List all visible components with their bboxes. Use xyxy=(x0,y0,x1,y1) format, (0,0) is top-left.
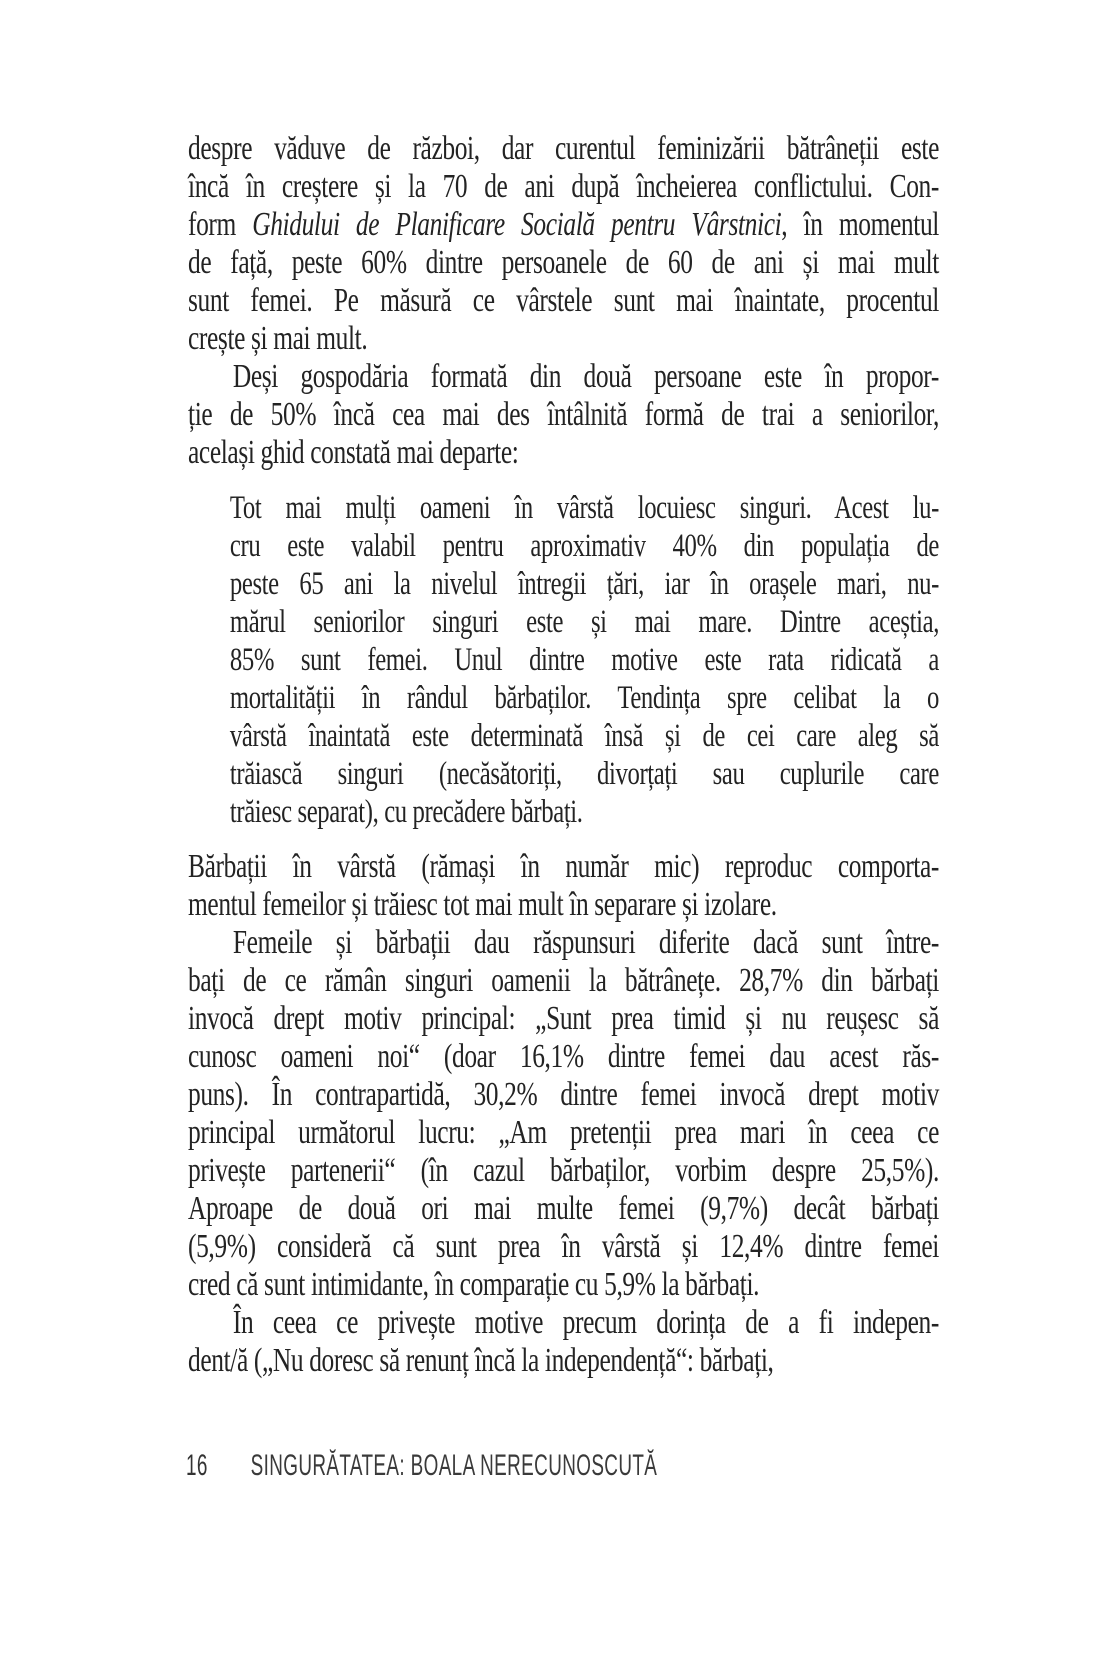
text-segment: (5,9%) consideră că sunt prea în vârstă și 12,4% dintre femei xyxy=(188,1228,939,1265)
text-segment: crește și mai mult. xyxy=(188,320,368,357)
text-segment: sunt femei. Pe măsură ce vârstele sunt mai înaintate, procentul xyxy=(188,282,939,319)
text-line xyxy=(188,434,939,472)
text-segment: despre văduve de război, dar curentul feminizării bătrâneții este xyxy=(188,130,939,167)
paragraph xyxy=(188,1304,939,1380)
text-line xyxy=(188,962,939,1000)
text-segment: , în momentul xyxy=(781,206,940,243)
text-line xyxy=(188,1038,939,1076)
text-segment: mărul seniorilor singuri este și mai mare. Dintre aceștia, xyxy=(229,604,939,640)
text-segment: puns). În contrapartidă, 30,2% dintre femei invocă drept motiv xyxy=(188,1076,939,1113)
italic-book-title: Ghidului de Planificare Socială pentru Vârstnici xyxy=(252,206,782,243)
text-segment: același ghid constată mai departe: xyxy=(188,434,519,471)
paragraph xyxy=(188,358,939,472)
text-line xyxy=(188,168,939,206)
text-segment: peste 65 ani la nivelul întregii țări, iar în orașele mari, nu- xyxy=(229,566,939,602)
text-line xyxy=(188,1076,939,1114)
text-line xyxy=(188,358,939,396)
text-segment: trăiesc separat), cu precădere bărbați. xyxy=(229,794,583,830)
text-line xyxy=(188,1266,939,1304)
text-segment: invocă drept motiv principal: „Sunt prea timid și nu reușesc să xyxy=(188,1000,939,1037)
text-segment: mentul femeilor și trăiesc tot mai mult în separare și izolare. xyxy=(188,886,777,923)
text-line xyxy=(188,1342,939,1380)
text-line xyxy=(230,679,939,717)
text-segment: form xyxy=(188,206,253,243)
text-line xyxy=(188,130,939,168)
text-line xyxy=(188,886,939,924)
text-line xyxy=(230,603,939,641)
text-line xyxy=(188,1000,939,1038)
text-line xyxy=(188,1228,939,1266)
text-segment: În ceea ce privește motive precum dorința de a fi indepen- xyxy=(232,1304,939,1341)
paragraph xyxy=(188,924,939,1304)
text-segment: ție de 50% încă cea mai des întâlnită formă de trai a seniorilor, xyxy=(188,396,939,433)
text-segment: de față, peste 60% dintre persoanele de 60 de ani și mai mult xyxy=(188,244,939,281)
text-line xyxy=(188,320,939,358)
text-line xyxy=(230,565,939,603)
text-line xyxy=(188,848,939,886)
page-number: 16 xyxy=(186,1449,208,1482)
text-line xyxy=(188,206,939,244)
text-segment: trăiască singuri (necăsătoriți, divorțați sau cuplurile care xyxy=(229,756,939,792)
text-segment: privește partenerii“ (în cazul bărbaților, vorbim despre 25,5%). xyxy=(188,1152,939,1189)
text-segment: mortalității în rândul bărbaților. Tendința spre celibat la o xyxy=(229,680,939,716)
running-title: SINGURĂTATEA: BOALA NERECUNOSCUTĂ xyxy=(250,1449,658,1482)
text-line xyxy=(230,793,939,831)
text-segment: vârstă înaintată este determinată însă și de cei care aleg să xyxy=(229,718,939,754)
text-line xyxy=(230,641,939,679)
block-quote xyxy=(188,489,939,831)
text-line xyxy=(188,396,939,434)
text-line xyxy=(188,244,939,282)
text-segment: dent/ă („Nu doresc să renunț încă la independență“: bărbați, xyxy=(188,1342,774,1379)
text-segment: cru este valabil pentru aproximativ 40% din populația de xyxy=(229,528,939,564)
page-footer xyxy=(186,1449,657,1483)
text-line xyxy=(188,1304,939,1342)
text-line xyxy=(188,1190,939,1228)
text-segment: Deși gospodăria formată din două persoane este în propor- xyxy=(232,358,939,395)
text-line xyxy=(230,489,939,527)
text-segment: Tot mai mulți oameni în vârstă locuiesc singuri. Acest lu- xyxy=(229,490,939,526)
text-segment: principal următorul lucru: „Am pretenții prea mari în ceea ce xyxy=(188,1114,939,1151)
text-segment: încă în creștere și la 70 de ani după încheierea conflictului. Con- xyxy=(188,168,939,205)
text-line xyxy=(188,1114,939,1152)
text-line xyxy=(188,924,939,962)
text-line xyxy=(230,717,939,755)
text-line xyxy=(230,755,939,793)
text-segment: Aproape de două ori mai multe femei (9,7%) decât bărbați xyxy=(188,1190,939,1227)
paragraph xyxy=(188,848,939,924)
text-segment: cunosc oameni noi“ (doar 16,1% dintre femei dau acest răs- xyxy=(188,1038,939,1075)
text-segment: 85% sunt femei. Unul dintre motive este rata ridicată a xyxy=(229,642,939,678)
text-line xyxy=(230,527,939,565)
text-column xyxy=(188,130,939,1380)
text-segment: bați de ce rămân singuri oamenii la bătrânețe. 28,7% din bărbați xyxy=(188,962,939,999)
text-line xyxy=(188,1152,939,1190)
text-line xyxy=(188,282,939,320)
text-segment: Bărbații în vârstă (rămași în număr mic) reproduc comporta- xyxy=(188,848,939,885)
paragraph xyxy=(188,130,939,358)
text-segment: Femeile și bărbații dau răspunsuri diferite dacă sunt între- xyxy=(232,924,939,961)
text-segment: cred că sunt intimidante, în comparație cu 5,9% la bărbați. xyxy=(188,1266,760,1303)
